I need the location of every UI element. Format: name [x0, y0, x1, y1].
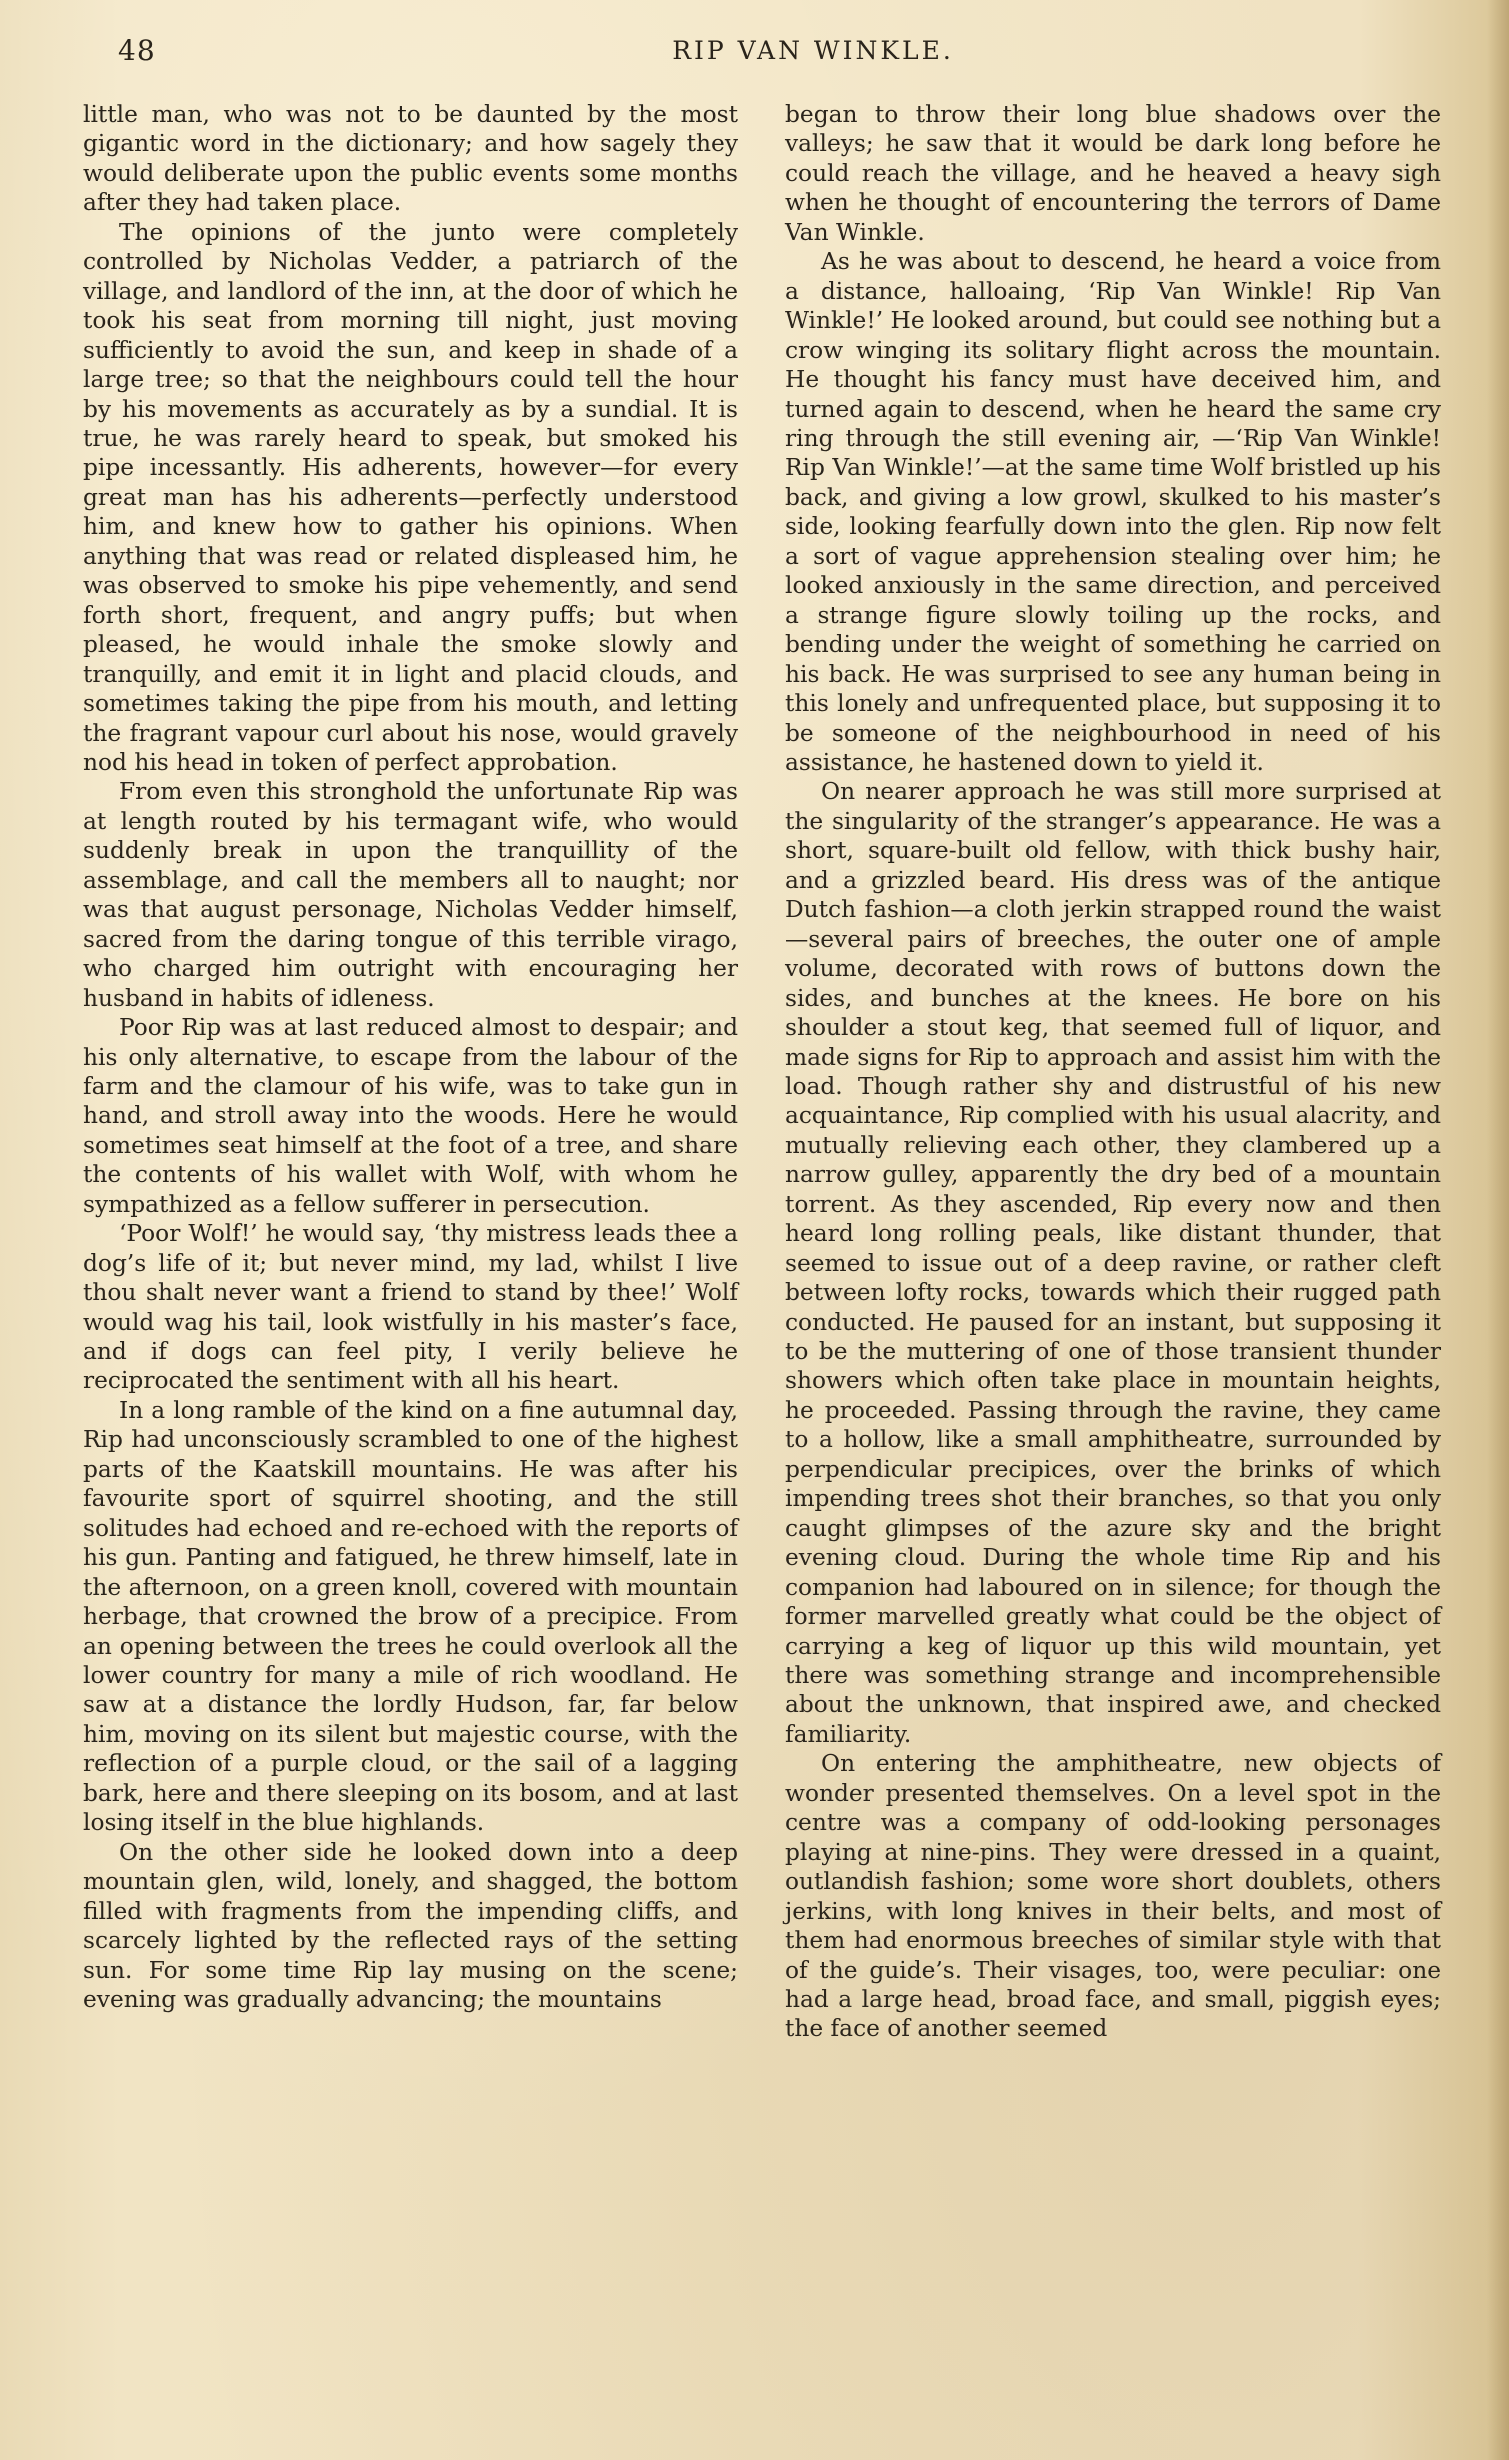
paragraph: On entering the amphitheatre, new objects of wonder presented themselves. On a level spot in the centre was a company of odd-looking personages playing at nine-pins. They were dressed in a quaint, outlandish fashion; some wore short doublets, others jerkins, with long knives in their belts, and most of them had enormous breeches of similar style with that of the guide’s. Their visages, too, were peculiar: one had a large head, broad face, and small, piggish eyes; the face of another seemed: [785, 1750, 1441, 2043]
paragraph: The opinions of the junto were completely controlled by Nicholas Vedder, a patriarch of the village, and landlord of the inn, at the door of which he took his seat from morning till night, just moving sufficiently to avoid the sun, and keep in shade of a large tree; so that the neighbours could tell the hour by his movements as accurately as by a sundial. It is true, he was rarely heard to speak, but smoked his pipe incessantly. His adherents, however—for every great man has his adherents—perfectly understood him, and knew how to gather his opinions. When anything that was read or related displeased him, he was observed to smoke his pipe vehemently, and send forth short, frequent, and angry puffs; but when pleased, he would inhale the smoke slowly and tranquilly, and emit it in light and placid clouds, and sometimes taking the pipe from his mouth, and letting the fragrant vapour curl about his nose, would gravely nod his head in token of perfect approbation.: [83, 218, 738, 776]
running-title: RIP VAN WINKLE.: [672, 36, 954, 65]
paragraph: As he was about to descend, he heard a voice from a distance, halloaing, ‘Rip Van Winkle! Rip Van Winkle!’ He looked around, but could see nothing but a crow winging its solitary flight across the mountain. He thought his fancy must have deceived him, and turned again to descend, when he heard the same cry ring through the still evening air, —‘Rip Van Winkle! Rip Van Winkle!’—at the same time Wolf bristled up his back, and giving a low growl, skulked to his master’s side, looking fearfully down into the glen. Rip now felt a sort of vague apprehension stealing over him; he looked anxiously in the same direction, and perceived a strange figure slowly toiling up the rocks, and bending under the weight of something he carried on his back. He was surprised to see any human being in this lonely and unfrequented place, but supposing it to be someone of the neighbourhood in need of his assistance, he hastened down to yield it.: [785, 248, 1441, 776]
paragraph: Poor Rip was at last reduced almost to despair; and his only alternative, to escape from the labour of the farm and the clamour of his wife, was to take gun in hand, and stroll away into the woods. Here he would sometimes seat himself at the foot of a tree, and share the contents of his wallet with Wolf, with whom he sympathized as a fellow sufferer in persecution.: [83, 1014, 738, 1218]
paragraph: began to throw their long blue shadows over the valleys; he saw that it would be dark long before he could reach the village, and he heaved a heavy sigh when he thought of encountering the terrors of Dame Van Winkle.: [785, 101, 1441, 246]
paragraph: little man, who was not to be daunted by the most gigantic word in the dictionary; and how sagely they would deliberate upon the public events some months after they had taken place.: [83, 101, 738, 217]
paragraph: On nearer approach he was still more surprised at the singularity of the stranger’s appearance. He was a short, square-built old fellow, with thick bushy hair, and a grizzled beard. His dress was of the antique Dutch fashion—a cloth jerkin strapped round the waist—several pairs of breeches, the outer one of ample volume, decorated with rows of buttons down the sides, and bunches at the knees. He bore on his shoulder a stout keg, that seemed full of liquor, and made signs for Rip to approach and assist him with the load. Though rather shy and distrustful of his new acquaintance, Rip complied with his usual alacrity, and mutually relieving each other, they clambered up a narrow gulley, apparently the dry bed of a mountain torrent. As they ascended, Rip every now and then heard long rolling peals, like distant thunder, that seemed to issue out of a deep ravine, or rather cleft between lofty rocks, towards which their rugged path conducted. He paused for an instant, but supposing it to be the muttering of one of those transient thunder showers which often take place in mountain heights, he proceeded. Passing through the ravine, they came to a hollow, like a small amphitheatre, surrounded by perpendicular precipices, over the brinks of which impending trees shot their branches, so that you only caught glimpses of the azure sky and the bright evening cloud. During the whole time Rip and his companion had laboured on in silence; for though the former marvelled greatly what could be the object of carrying a keg of liquor up this wild mountain, yet there was something strange and incomprehensible about the unknown, that inspired awe, and checked familiarity.: [785, 778, 1441, 1748]
page-number: 48: [118, 34, 156, 67]
right-column: [785, 100, 1441, 2044]
paragraph: ‘Poor Wolf!’ he would say, ‘thy mistress leads thee a dog’s life of it; but never mind, my lad, whilst I live thou shalt never want a friend to stand by thee!’ Wolf would wag his tail, look wistfully in his master’s face, and if dogs can feel pity, I verily believe he reciprocated the sentiment with all his heart.: [83, 1220, 738, 1395]
page-header: [118, 34, 1419, 74]
paragraph: From even this stronghold the unfortunate Rip was at length routed by his termagant wife, who would suddenly break in upon the tranquillity of the assemblage, and call the members all to naught; nor was that august personage, Nicholas Vedder himself, sacred from the daring tongue of this terrible virago, who charged him outright with encouraging her husband in habits of idleness.: [83, 778, 738, 1012]
paragraph: On the other side he looked down into a deep mountain glen, wild, lonely, and shagged, the bottom filled with fragments from the impending cliffs, and scarcely lighted by the reflected rays of the setting sun. For some time Rip lay musing on the scene; evening was gradually advancing; the mountains: [83, 1838, 738, 2013]
page-edge-shadow: [1487, 0, 1509, 2460]
left-column: [83, 100, 738, 2014]
paragraph: In a long ramble of the kind on a fine autumnal day, Rip had unconsciously scrambled to one of the highest parts of the Kaatskill mountains. He was after his favourite sport of squirrel shooting, and the still solitudes had echoed and re-echoed with the reports of his gun. Panting and fatigued, he threw himself, late in the afternoon, on a green knoll, covered with mountain herbage, that crowned the brow of a precipice. From an opening between the trees he could overlook all the lower country for many a mile of rich woodland. He saw at a distance the lordly Hudson, far, far below him, moving on its silent but majestic course, with the reflection of a purple cloud, or the sail of a lagging bark, here and there sleeping on its bosom, and at last losing itself in the blue highlands.: [83, 1396, 738, 1837]
